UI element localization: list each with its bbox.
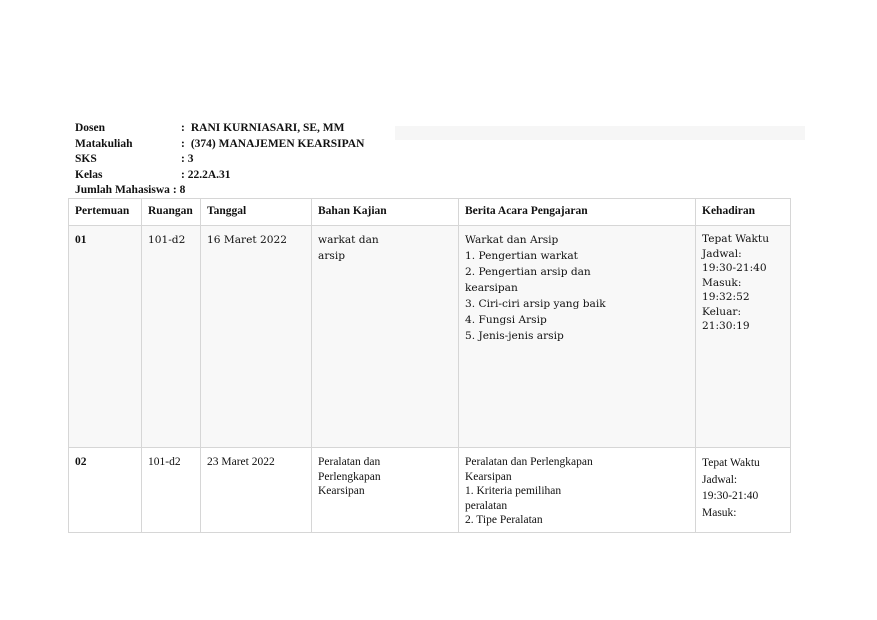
bahan-line: arsip: [318, 250, 345, 262]
bahan-line: Perlengkapan: [318, 470, 381, 483]
jumlah-value: : 8: [172, 184, 186, 197]
cell-tanggal: 16 Maret 2022: [201, 226, 312, 448]
kehadiran-line: Tepat Waktu: [702, 233, 770, 245]
berita-line: Warkat dan Arsip: [465, 234, 559, 246]
berita-line: 2. Tipe Peralatan: [465, 514, 543, 526]
matkul-row: [75, 137, 364, 153]
col-header-ruangan: Ruangan: [142, 199, 201, 226]
berita-line: 1. Pengertian warkat: [465, 250, 578, 262]
berita-line: Peralatan dan Perlengkapan: [465, 456, 593, 468]
kelas-label: Kelas: [75, 168, 103, 181]
cell-ruangan: 101-d2: [142, 226, 201, 448]
dosen-separator: :: [181, 122, 185, 134]
berita-line: 2. Pengertian arsip dan: [465, 266, 591, 278]
kehadiran-line: 19:30-21:40: [702, 490, 759, 502]
dosen-row: [75, 121, 364, 137]
table-row: [69, 226, 791, 448]
bahan-line: Kearsipan: [318, 485, 365, 497]
matkul-value: (374) MANAJEMEN KEARSIPAN: [190, 137, 365, 150]
kehadiran-line: Jadwal:: [702, 473, 738, 486]
cell-berita-acara: [459, 226, 696, 448]
matkul-separator: :: [181, 137, 185, 150]
jumlah-row: [75, 183, 364, 199]
kelas-row: [75, 168, 364, 184]
cell-ruangan: 101-d2: [142, 448, 201, 533]
kehadiran-line: Masuk:: [702, 276, 742, 289]
kehadiran-line: 19:32:52: [702, 291, 750, 303]
kehadiran-line: 21:30:19: [702, 320, 750, 332]
course-info: [75, 121, 364, 199]
col-header-bahan-kajian: Bahan Kajian: [312, 199, 459, 226]
sks-value: : 3: [181, 153, 194, 166]
kehadiran-line: 19:30-21:40: [702, 262, 767, 274]
col-header-pertemuan: Pertemuan: [69, 199, 142, 226]
cell-bahan-kajian: [312, 448, 459, 533]
sks-row: [75, 152, 364, 168]
matkul-label: Matakuliah: [75, 137, 133, 150]
sks-label: SKS: [75, 153, 97, 166]
cell-berita-acara: [459, 448, 696, 533]
bahan-line: Peralatan dan: [318, 456, 381, 468]
bahan-line: warkat dan: [318, 234, 379, 246]
table-row: [69, 448, 791, 533]
jumlah-label: Jumlah Mahasiswa: [75, 184, 170, 197]
cell-tanggal: 23 Maret 2022: [201, 448, 312, 533]
dosen-value: RANI KURNIASARI, SE, MM: [190, 122, 345, 134]
cell-kehadiran: [696, 226, 791, 448]
berita-line: 1. Kriteria pemilihan: [465, 485, 562, 497]
kehadiran-line: Tepat Waktu: [702, 457, 760, 469]
cell-kehadiran: [696, 448, 791, 533]
kehadiran-line: Keluar:: [702, 305, 742, 318]
cell-pertemuan: 01: [69, 226, 142, 448]
col-header-kehadiran: Kehadiran: [696, 199, 791, 226]
table-header-row: [69, 199, 791, 226]
col-header-berita-acara: Berita Acara Pengajaran: [459, 199, 696, 226]
dosen-label: Dosen: [75, 122, 106, 134]
berita-line: 3. Ciri-ciri arsip yang baik: [465, 298, 606, 310]
berita-line: 5. Jenis-jenis arsip: [465, 330, 564, 342]
cell-bahan-kajian: [312, 226, 459, 448]
kehadiran-line: Jadwal:: [702, 247, 742, 260]
kehadiran-line: Masuk:: [702, 506, 737, 519]
berita-line: 4. Fungsi Arsip: [465, 314, 547, 326]
berita-line: Kearsipan: [465, 470, 512, 483]
berita-line: kearsipan: [465, 282, 518, 294]
header-shading: [395, 126, 805, 140]
attendance-table: [68, 198, 791, 533]
col-header-tanggal: Tanggal: [201, 199, 312, 226]
cell-pertemuan: 02: [69, 448, 142, 533]
kelas-value: : 22.2A.31: [181, 168, 231, 181]
berita-line: peralatan: [465, 499, 508, 512]
